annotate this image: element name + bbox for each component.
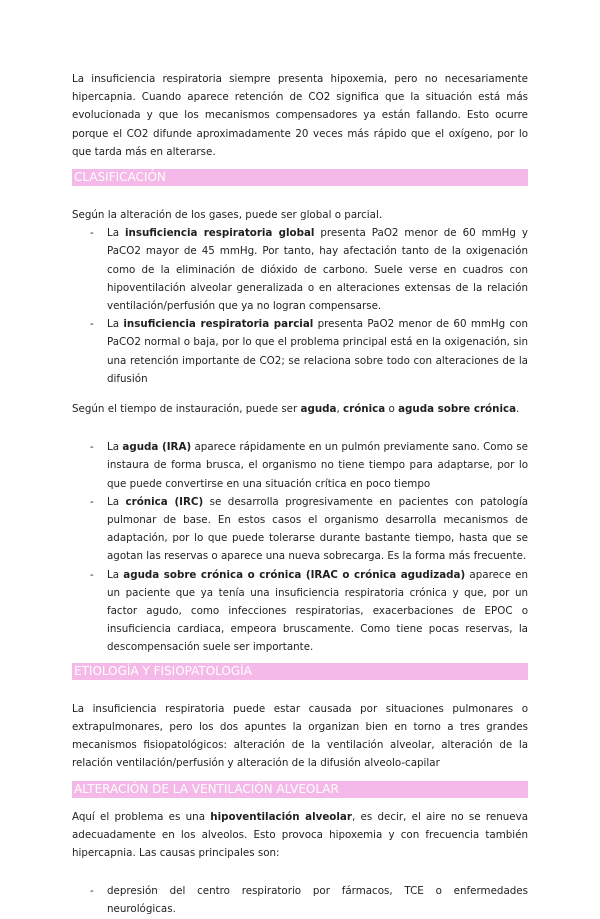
etiologia-paragraph: La insuficiencia respiratoria puede estar causada por situaciones pulmonares o extrapulmonares, pero los dos apuntes la organizan bien en torno a tres grandes mecanismos fisiopatológicos: alteración de la ventilación alveolar, alteración de la relación ventilación/perfusión y alteración de la difusión alveolo-capilar — [72, 702, 528, 770]
gases-intro: Según la alteración de los gases, puede ser global o parcial. — [72, 209, 383, 222]
term-cronica: crónica (IRC) — [125, 495, 204, 508]
section-heading-clasificacion: CLASIFICACIÓN — [72, 169, 528, 186]
tiempo-intro: Según el tiempo de instauración, puede ser aguda, crónica o aguda sobre crónica. — [72, 403, 520, 416]
list-item-agudizada: - La aguda sobre crónica o crónica (IRAC o crónica agudizada) aparece en un paciente que ya tenía una insuficiencia respiratoria crónica y que, por un factor agudo, como infecciones respiratorias, exacerbaciones de EPOC o insuficiencia cardiaca, empeora bruscamente. Como tiene pocas reservas, la descompensación suele ser importante. — [90, 566, 528, 657]
term-agudizada: aguda sobre crónica o crónica (IRAC o crónica agudizada) — [123, 568, 466, 581]
causas-list — [72, 882, 528, 918]
tiempo-list — [72, 438, 528, 656]
list-item-aguda: - La aguda (IRA) aparece rápidamente en un pulmón previamente sano. Como se instaura de forma brusca, el organismo no tiene tiempo para adaptarse, por lo que puede convertirse en una situación crítica en poco tiempo — [90, 438, 528, 493]
term-global: insuficiencia respiratoria global — [124, 227, 315, 240]
list-item-causa-1: - depresión del centro respiratorio por fármacos, TCE o enfermedades neurológicas. — [90, 882, 528, 918]
section-heading-ventilacion: ALTERACIÓN DE LA VENTILACIÓN ALVEOLAR — [72, 781, 528, 798]
gases-list — [72, 224, 528, 388]
section-heading-etiologia: ETIOLOGÍA Y FISIOPATOLOGÍA — [72, 663, 528, 680]
term-aguda: aguda (IRA) — [122, 441, 192, 454]
list-item-global: - La insuficiencia respiratoria global presenta PaO2 menor de 60 mmHg y PaCO2 mayor de 45 mmHg. Por tanto, hay afectación tanto de la oxigenación como de la eliminación de dióxido de carbono. Suele verse en cuadros con hipoventilación alveolar generalizada o en alteraciones extensas de la relación ventilación/perfusión que ya no logran compensarse. — [90, 224, 528, 315]
list-item-parcial: - La insuficiencia respiratoria parcial presenta PaO2 menor de 60 mmHg con PaCO2 normal o baja, por lo que el problema principal está en la oxigenación, sin una retención importante de CO2; se relaciona sobre todo con alteraciones de la difusión — [90, 315, 528, 388]
list-item-cronica: - La crónica (IRC) se desarrolla progresivamente en pacientes con patología pulmonar de base. En estos casos el organismo desarrolla mecanismos de adaptación, por lo que puede tolerarse durante bastante tiempo, hasta que se agotan las reservas o aparece una nueva sobrecarga. Es la forma más frecuente. — [90, 493, 528, 566]
intro-paragraph: La insuficiencia respiratoria siempre presenta hipoxemia, pero no necesariamente hipercapnia. Cuando aparece retención de CO2 significa que la situación está más evolucionada y que los mecanismos compensadores ya están fallando. Esto ocurre porque el CO2 difunde aproximadamente 20 veces más rápido que el oxígeno, por lo que tarda más en alterarse. — [72, 73, 528, 158]
ventilacion-paragraph: Aquí el problema es una hipoventilación alveolar, es decir, el aire no se renueva adecuadamente en los alveolos. Esto provoca hipoxemia y con frecuencia también hipercapnia. Las causas principales son: — [72, 810, 529, 859]
term-hipoventilacion: hipoventilación alveolar — [210, 810, 352, 823]
term-parcial: insuficiencia respiratoria parcial — [123, 318, 314, 331]
